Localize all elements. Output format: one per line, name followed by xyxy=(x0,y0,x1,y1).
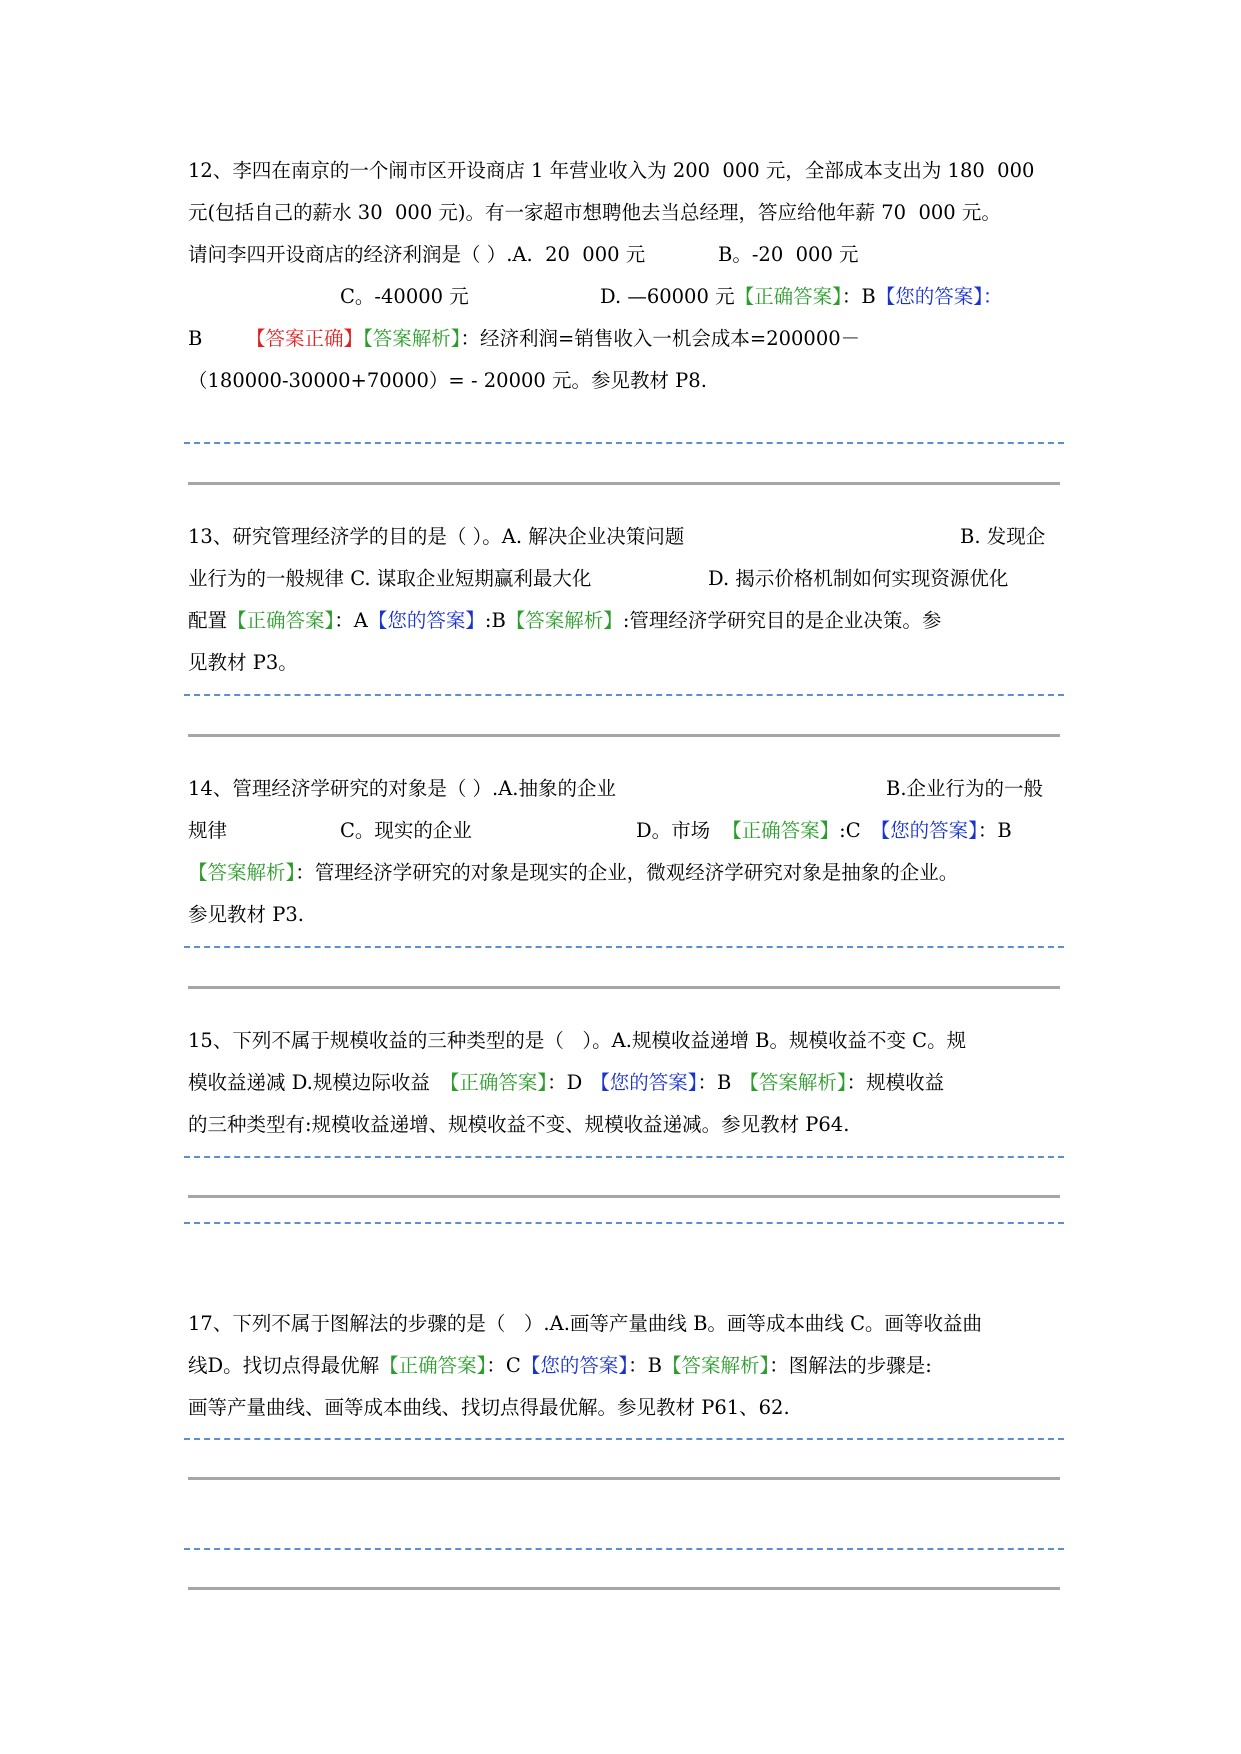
q17-line-2-start: 线D。找切点得最优解 xyxy=(188,1354,380,1377)
q15-analysis-text: ：规模收益 xyxy=(846,1071,945,1094)
horizontal-rule xyxy=(188,1587,1060,1590)
q14-line-4: 参见教材 P3. xyxy=(188,903,304,926)
horizontal-rule xyxy=(188,482,1060,485)
q14-correct-label: 【正确答案】 xyxy=(722,819,840,842)
q13-line-4: 见教材 P3。 xyxy=(188,651,298,674)
q14-line-2: 规律 xyxy=(188,819,228,842)
q17-analysis-text: ：图解法的步骤是: xyxy=(769,1354,932,1377)
q13-line-3-start: 配置 xyxy=(188,609,228,632)
q12-option-c: C。-40000 元 xyxy=(340,285,469,308)
q14-analysis-text: ：管理经济学研究的对象是现实的企业，微观经济学研究对象是抽象的企业。 xyxy=(295,861,959,884)
dashed-separator xyxy=(184,946,1064,948)
q12-line-3 xyxy=(188,241,645,269)
q14-analysis-label: 【答案解析】 xyxy=(188,861,296,884)
q13-line-1: 13、研究管理经济学的目的是（ ）。A. 解决企业决策问题 xyxy=(188,525,685,548)
q14-correct-value: :C xyxy=(839,819,861,842)
q12-line-5 xyxy=(246,325,860,353)
q13-line-2: 业行为的一般规律 C. 谋取企业短期赢利最大化 xyxy=(188,567,592,590)
q15-analysis-label: 【答案解析】 xyxy=(739,1071,847,1094)
q17-your-label: 【您的答案】 xyxy=(520,1354,629,1377)
q13-your-value: :B xyxy=(484,609,506,632)
q14-line-2-answers xyxy=(636,817,1012,845)
q15-your-value: ：B xyxy=(697,1071,732,1094)
q17-your-value: ：B xyxy=(628,1354,662,1377)
q12-status-badge: 【答案正确】 xyxy=(246,327,364,350)
q13-analysis-label: 【答案解析】 xyxy=(505,609,623,632)
q12-line-4 xyxy=(600,283,1002,311)
q14-option-b: B.企业行为的一般 xyxy=(886,777,1044,800)
q14-your-label: 【您的答案】 xyxy=(870,819,978,842)
q15-line-2-start: 模收益递减 D.规模边际收益 xyxy=(188,1071,430,1094)
q12-your-value: B xyxy=(188,327,203,350)
q17-line-3: 画等产量曲线、画等成本曲线、找切点得最优解。参见教材 P61、62. xyxy=(188,1396,790,1419)
q15-correct-value: ：D xyxy=(547,1071,583,1094)
q17-line-2 xyxy=(188,1352,932,1380)
q12-option-d: D. —60000 元 xyxy=(600,285,735,308)
q12-correct-value: ：B xyxy=(841,285,876,308)
dashed-separator xyxy=(184,1156,1064,1158)
q13-option-b: B. 发现企 xyxy=(960,525,1046,548)
horizontal-rule xyxy=(188,1195,1060,1198)
q15-correct-label: 【正确答案】 xyxy=(439,1071,548,1094)
q12-line-6: （180000-30000+70000）= - 20000 元。参见教材 P8. xyxy=(188,369,707,392)
horizontal-rule xyxy=(188,986,1060,989)
dashed-separator xyxy=(184,442,1064,444)
q12-your-sep: ： xyxy=(982,285,1003,308)
q13-your-label: 【您的答案】 xyxy=(367,609,485,632)
q12-option-a: 请问李四开设商店的经济利润是（ ）.A. 20 000 元 xyxy=(188,243,646,266)
dashed-separator xyxy=(184,1438,1064,1440)
q12-analysis-text: ：经济利润=销售收入一机会成本=200000－ xyxy=(460,327,861,350)
q15-line-1: 15、下列不属于规模收益的三种类型的是（ ）。A.规模收益递增 B。规模收益不变 C。规 xyxy=(188,1029,967,1052)
q13-line-3 xyxy=(188,607,941,635)
q12-line-2: 元(包括自己的薪水 30 000 元)。有一家超市想聘他去当总经理，答应给他年薪 70 000 元。 xyxy=(188,201,1001,224)
q17-correct-value: ：C xyxy=(486,1354,521,1377)
q13-correct-label: 【正确答案】 xyxy=(227,609,335,632)
q12-correct-label: 【正确答案】 xyxy=(734,285,842,308)
q14-line-3 xyxy=(188,859,958,887)
q12-your-label: 【您的答案】 xyxy=(875,285,983,308)
q12-analysis-label: 【答案解析】 xyxy=(363,327,461,350)
q15-line-3: 的三种类型有:规模收益递增、规模收益不变、规模收益递减。参见教材 P64. xyxy=(188,1113,850,1136)
q14-line-1: 14、管理经济学研究的对象是（ ）.A.抽象的企业 xyxy=(188,777,616,800)
q14-your-value: ：B xyxy=(977,819,1012,842)
q15-line-2 xyxy=(188,1069,944,1097)
dashed-separator xyxy=(184,694,1064,696)
q17-analysis-label: 【答案解析】 xyxy=(661,1354,770,1377)
horizontal-rule xyxy=(188,734,1060,737)
q14-option-d: D。市场 xyxy=(636,819,711,842)
q15-your-label: 【您的答案】 xyxy=(590,1071,698,1094)
horizontal-rule xyxy=(188,1477,1060,1480)
q12-option-b: B。-20 000 元 xyxy=(718,243,859,266)
q13-analysis-text: :管理经济学研究目的是企业决策。参 xyxy=(622,609,942,632)
q17-line-1: 17、下列不属于图解法的步骤的是（ ）.A.画等产量曲线 B。画等成本曲线 C。画等收益曲 xyxy=(188,1312,983,1335)
dashed-separator xyxy=(184,1548,1064,1550)
q12-line-1: 12、李四在南京的一个闹市区开设商店 1 年营业收入为 200 000 元，全部成本支出为 180 000 xyxy=(188,159,1035,182)
q13-option-d: D. 揭示价格机制如何实现资源优化 xyxy=(708,567,1009,590)
q14-option-c: C。现实的企业 xyxy=(340,819,472,842)
q13-correct-value: ：A xyxy=(334,609,368,632)
dashed-separator xyxy=(184,1222,1064,1224)
q17-correct-label: 【正确答案】 xyxy=(379,1354,487,1377)
